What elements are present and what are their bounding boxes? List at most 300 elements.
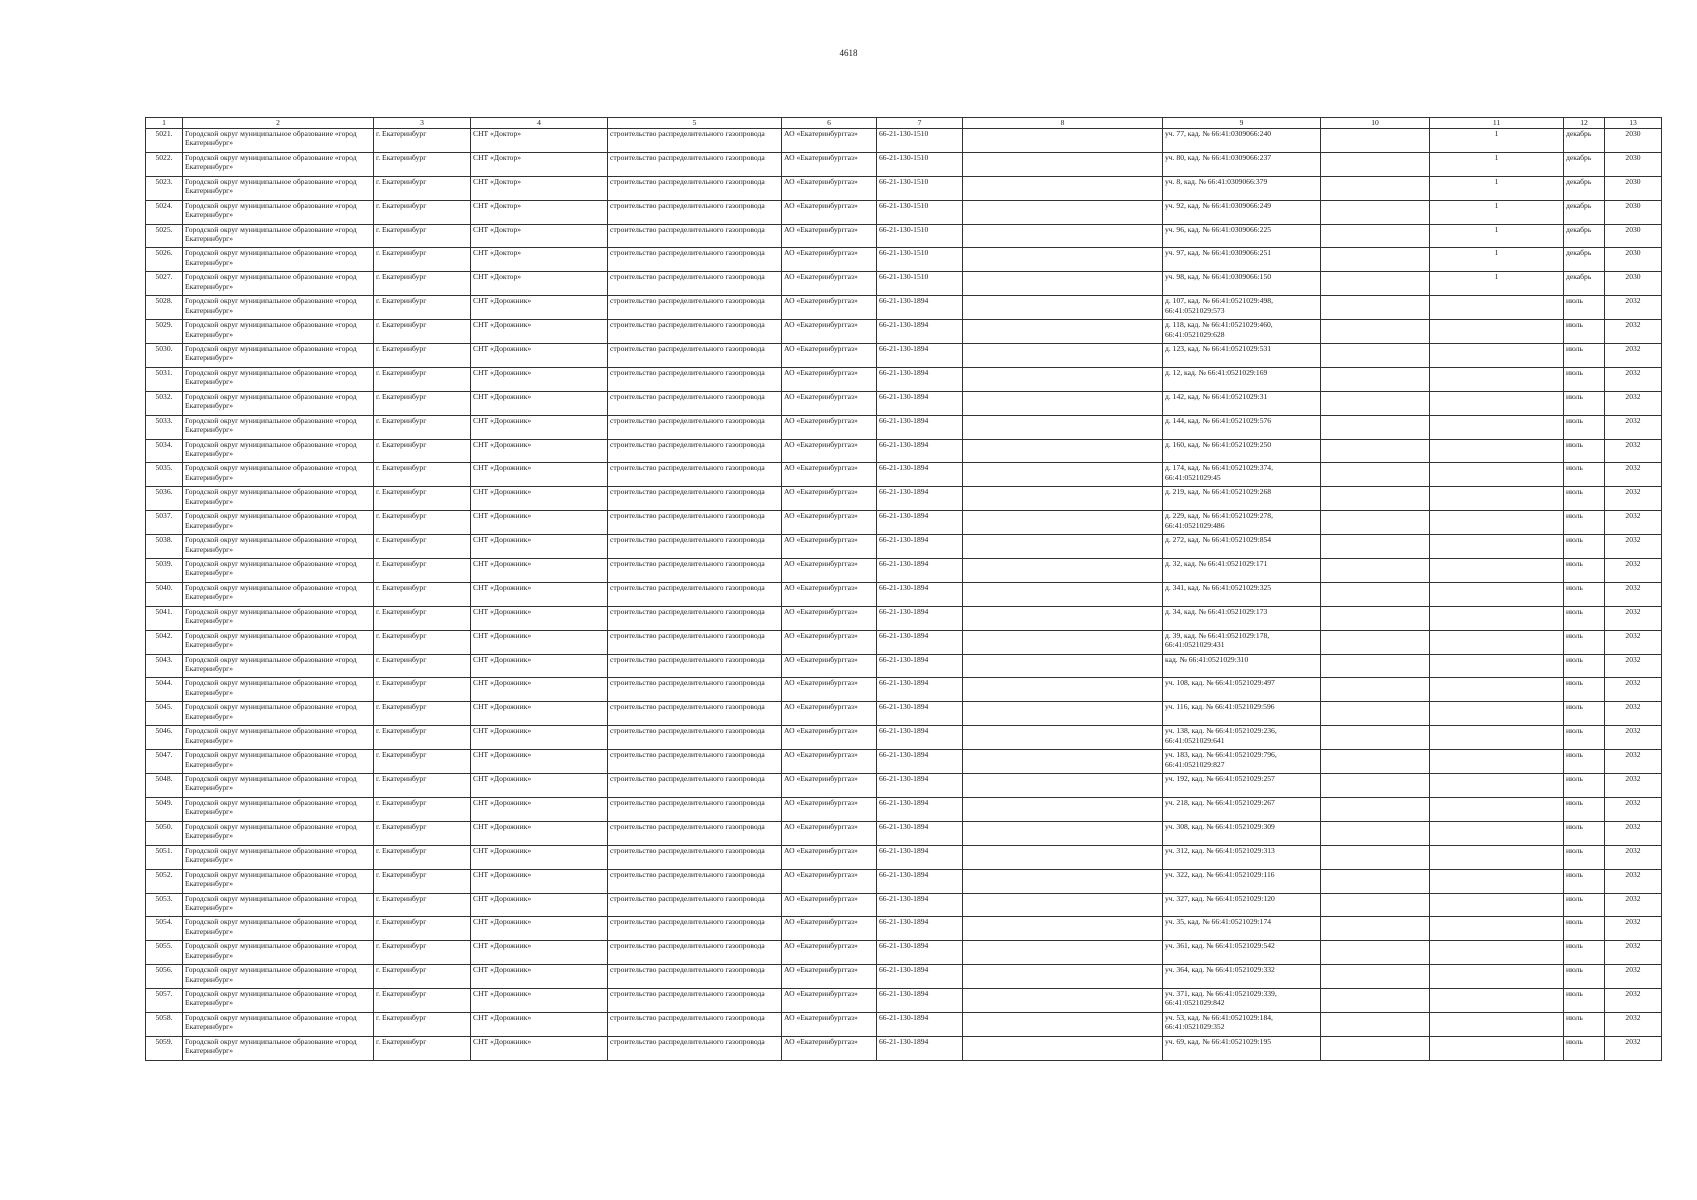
col10-cell [1321, 582, 1430, 606]
month-cell: декабрь [1564, 152, 1605, 176]
organization-cell: АО «Екатеринбурггаз» [782, 702, 877, 726]
organization-cell: АО «Екатеринбурггаз» [782, 582, 877, 606]
col8-cell [963, 344, 1163, 368]
parcel-cell: уч. 192, кад. № 66:41:0521029:257 [1163, 774, 1321, 798]
quantity-cell [1430, 296, 1564, 320]
parcel-cell: уч. 69, кад. № 66:41:0521029:195 [1163, 1036, 1321, 1060]
table-row [146, 1012, 1662, 1036]
owner-cell: Городской округ муниципальное образование «город Екатеринбург» [183, 1036, 374, 1060]
month-cell: июль [1564, 869, 1605, 893]
work-type-cell: строительство распределительного газопровода [608, 344, 782, 368]
year-cell: 2032 [1605, 917, 1662, 941]
work-type-cell: строительство распределительного газопровода [608, 152, 782, 176]
parcel-cell: д. 118, кад. № 66:41:0521029:460, 66:41:0521029:628 [1163, 320, 1321, 344]
month-cell: июль [1564, 391, 1605, 415]
organization-cell: АО «Екатеринбурггаз» [782, 224, 877, 248]
code-cell: 66-21-130-1510 [877, 152, 963, 176]
quantity-cell: 1 [1430, 272, 1564, 296]
col10-cell [1321, 320, 1430, 344]
row-number: 5037. [146, 511, 183, 535]
table-row [146, 200, 1662, 224]
parcel-cell: уч. 312, кад. № 66:41:0521029:313 [1163, 845, 1321, 869]
snt-cell: СНТ «Дорожник» [471, 630, 608, 654]
owner-cell: Городской округ муниципальное образование «город Екатеринбург» [183, 869, 374, 893]
quantity-cell: 1 [1430, 129, 1564, 153]
row-number: 5030. [146, 344, 183, 368]
work-type-cell: строительство распределительного газопровода [608, 750, 782, 774]
parcel-cell: уч. 364, кад. № 66:41:0521029:332 [1163, 965, 1321, 989]
parcel-cell: д. 160, кад. № 66:41:0521029:250 [1163, 439, 1321, 463]
city-cell: г. Екатеринбург [374, 797, 471, 821]
table-row [146, 606, 1662, 630]
year-cell: 2032 [1605, 845, 1662, 869]
year-cell: 2032 [1605, 965, 1662, 989]
header-row [146, 118, 1662, 129]
column-header: 4 [471, 118, 608, 129]
work-type-cell: строительство распределительного газопровода [608, 559, 782, 583]
owner-cell: Городской округ муниципальное образование «город Екатеринбург» [183, 272, 374, 296]
column-header: 2 [183, 118, 374, 129]
city-cell: г. Екатеринбург [374, 750, 471, 774]
snt-cell: СНТ «Дорожник» [471, 606, 608, 630]
organization-cell: АО «Екатеринбурггаз» [782, 391, 877, 415]
snt-cell: СНТ «Дорожник» [471, 415, 608, 439]
organization-cell: АО «Екатеринбурггаз» [782, 272, 877, 296]
code-cell: 66-21-130-1894 [877, 606, 963, 630]
quantity-cell [1430, 1012, 1564, 1036]
year-cell: 2032 [1605, 774, 1662, 798]
col10-cell [1321, 176, 1430, 200]
organization-cell: АО «Екатеринбурггаз» [782, 869, 877, 893]
organization-cell: АО «Екатеринбурггаз» [782, 821, 877, 845]
row-number: 5045. [146, 702, 183, 726]
table-row [146, 1036, 1662, 1060]
parcel-cell: д. 219, кад. № 66:41:0521029:268 [1163, 487, 1321, 511]
quantity-cell [1430, 917, 1564, 941]
parcel-cell: уч. 308, кад. № 66:41:0521029:309 [1163, 821, 1321, 845]
quantity-cell [1430, 344, 1564, 368]
code-cell: 66-21-130-1894 [877, 917, 963, 941]
row-number: 5041. [146, 606, 183, 630]
col8-cell [963, 965, 1163, 989]
month-cell: июль [1564, 893, 1605, 917]
month-cell: июль [1564, 320, 1605, 344]
code-cell: 66-21-130-1894 [877, 869, 963, 893]
column-header: 3 [374, 118, 471, 129]
year-cell: 2030 [1605, 248, 1662, 272]
year-cell: 2030 [1605, 272, 1662, 296]
year-cell: 2032 [1605, 750, 1662, 774]
row-number: 5035. [146, 463, 183, 487]
col10-cell [1321, 367, 1430, 391]
work-type-cell: строительство распределительного газопровода [608, 582, 782, 606]
work-type-cell: строительство распределительного газопровода [608, 845, 782, 869]
row-number: 5042. [146, 630, 183, 654]
parcel-cell: д. 272, кад. № 66:41:0521029:854 [1163, 535, 1321, 559]
snt-cell: СНТ «Дорожник» [471, 797, 608, 821]
quantity-cell [1430, 511, 1564, 535]
city-cell: г. Екатеринбург [374, 1012, 471, 1036]
organization-cell: АО «Екатеринбурггаз» [782, 559, 877, 583]
city-cell: г. Екатеринбург [374, 989, 471, 1013]
quantity-cell [1430, 750, 1564, 774]
month-cell: июль [1564, 511, 1605, 535]
table-row [146, 487, 1662, 511]
parcel-cell: уч. 116, кад. № 66:41:0521029:596 [1163, 702, 1321, 726]
owner-cell: Городской округ муниципальное образование «город Екатеринбург» [183, 391, 374, 415]
month-cell: июль [1564, 774, 1605, 798]
work-type-cell: строительство распределительного газопровода [608, 797, 782, 821]
quantity-cell [1430, 774, 1564, 798]
column-header: 9 [1163, 118, 1321, 129]
owner-cell: Городской округ муниципальное образование «город Екатеринбург» [183, 989, 374, 1013]
organization-cell: АО «Екатеринбурггаз» [782, 129, 877, 153]
organization-cell: АО «Екатеринбурггаз» [782, 200, 877, 224]
table-row [146, 893, 1662, 917]
work-type-cell: строительство распределительного газопровода [608, 367, 782, 391]
parcel-cell: д. 107, кад. № 66:41:0521029:498, 66:41:0521029:573 [1163, 296, 1321, 320]
col8-cell [963, 296, 1163, 320]
col8-cell [963, 750, 1163, 774]
code-cell: 66-21-130-1894 [877, 391, 963, 415]
work-type-cell: строительство распределительного газопровода [608, 224, 782, 248]
quantity-cell [1430, 678, 1564, 702]
month-cell: декабрь [1564, 200, 1605, 224]
code-cell: 66-21-130-1894 [877, 630, 963, 654]
work-type-cell: строительство распределительного газопровода [608, 200, 782, 224]
work-type-cell: строительство распределительного газопровода [608, 129, 782, 153]
column-header: 10 [1321, 118, 1430, 129]
organization-cell: АО «Екатеринбурггаз» [782, 726, 877, 750]
year-cell: 2030 [1605, 176, 1662, 200]
table-row [146, 439, 1662, 463]
year-cell: 2032 [1605, 320, 1662, 344]
owner-cell: Городской округ муниципальное образование «город Екатеринбург» [183, 224, 374, 248]
city-cell: г. Екатеринбург [374, 582, 471, 606]
work-type-cell: строительство распределительного газопровода [608, 702, 782, 726]
organization-cell: АО «Екатеринбурггаз» [782, 606, 877, 630]
city-cell: г. Екатеринбург [374, 630, 471, 654]
col10-cell [1321, 463, 1430, 487]
city-cell: г. Екатеринбург [374, 511, 471, 535]
organization-cell: АО «Екатеринбурггаз» [782, 296, 877, 320]
year-cell: 2030 [1605, 152, 1662, 176]
snt-cell: СНТ «Дорожник» [471, 344, 608, 368]
parcel-cell: уч. 53, кад. № 66:41:0521029:184, 66:41:0521029:352 [1163, 1012, 1321, 1036]
quantity-cell [1430, 582, 1564, 606]
snt-cell: СНТ «Дорожник» [471, 1036, 608, 1060]
code-cell: 66-21-130-1894 [877, 463, 963, 487]
quantity-cell [1430, 654, 1564, 678]
owner-cell: Городской округ муниципальное образование «город Екатеринбург» [183, 487, 374, 511]
owner-cell: Городской округ муниципальное образование «город Екатеринбург» [183, 1012, 374, 1036]
row-number: 5038. [146, 535, 183, 559]
table-row [146, 750, 1662, 774]
col10-cell [1321, 821, 1430, 845]
col8-cell [963, 487, 1163, 511]
col8-cell [963, 248, 1163, 272]
col8-cell [963, 463, 1163, 487]
city-cell: г. Екатеринбург [374, 1036, 471, 1060]
table-body [146, 129, 1662, 1061]
year-cell: 2030 [1605, 224, 1662, 248]
year-cell: 2032 [1605, 869, 1662, 893]
owner-cell: Городской округ муниципальное образование «город Екатеринбург» [183, 535, 374, 559]
work-type-cell: строительство распределительного газопровода [608, 1036, 782, 1060]
city-cell: г. Екатеринбург [374, 965, 471, 989]
city-cell: г. Екатеринбург [374, 415, 471, 439]
quantity-cell [1430, 869, 1564, 893]
code-cell: 66-21-130-1894 [877, 821, 963, 845]
organization-cell: АО «Екатеринбурггаз» [782, 344, 877, 368]
code-cell: 66-21-130-1894 [877, 367, 963, 391]
row-number: 5057. [146, 989, 183, 1013]
work-type-cell: строительство распределительного газопровода [608, 606, 782, 630]
code-cell: 66-21-130-1894 [877, 296, 963, 320]
owner-cell: Городской округ муниципальное образование «город Екатеринбург» [183, 152, 374, 176]
snt-cell: СНТ «Дорожник» [471, 463, 608, 487]
code-cell: 66-21-130-1894 [877, 1012, 963, 1036]
table-row [146, 917, 1662, 941]
code-cell: 66-21-130-1894 [877, 582, 963, 606]
organization-cell: АО «Екатеринбурггаз» [782, 845, 877, 869]
parcel-cell: уч. 322, кад. № 66:41:0521029:116 [1163, 869, 1321, 893]
quantity-cell [1430, 989, 1564, 1013]
parcel-cell: уч. 361, кад. № 66:41:0521029:542 [1163, 941, 1321, 965]
row-number: 5021. [146, 129, 183, 153]
owner-cell: Городской округ муниципальное образование «город Екатеринбург» [183, 415, 374, 439]
snt-cell: СНТ «Дорожник» [471, 750, 608, 774]
organization-cell: АО «Екатеринбурггаз» [782, 511, 877, 535]
snt-cell: СНТ «Дорожник» [471, 845, 608, 869]
parcel-cell: уч. 371, кад. № 66:41:0521029:339, 66:41:0521029:842 [1163, 989, 1321, 1013]
owner-cell: Городской округ муниципальное образование «город Екатеринбург» [183, 774, 374, 798]
quantity-cell: 1 [1430, 248, 1564, 272]
table-row [146, 774, 1662, 798]
owner-cell: Городской округ муниципальное образование «город Екатеринбург» [183, 893, 374, 917]
work-type-cell: строительство распределительного газопровода [608, 391, 782, 415]
col8-cell [963, 654, 1163, 678]
parcel-cell: уч. 97, кад. № 66:41:0309066:251 [1163, 248, 1321, 272]
col8-cell [963, 320, 1163, 344]
quantity-cell [1430, 630, 1564, 654]
organization-cell: АО «Екатеринбурггаз» [782, 415, 877, 439]
quantity-cell [1430, 893, 1564, 917]
quantity-cell [1430, 415, 1564, 439]
year-cell: 2032 [1605, 630, 1662, 654]
work-type-cell: строительство распределительного газопровода [608, 989, 782, 1013]
col10-cell [1321, 630, 1430, 654]
owner-cell: Городской округ муниципальное образование «город Екатеринбург» [183, 965, 374, 989]
col8-cell [963, 797, 1163, 821]
quantity-cell [1430, 463, 1564, 487]
table-row [146, 630, 1662, 654]
col10-cell [1321, 224, 1430, 248]
col8-cell [963, 1012, 1163, 1036]
owner-cell: Городской округ муниципальное образование «город Екатеринбург» [183, 129, 374, 153]
quantity-cell [1430, 439, 1564, 463]
col10-cell [1321, 726, 1430, 750]
snt-cell: СНТ «Дорожник» [471, 965, 608, 989]
column-header: 6 [782, 118, 877, 129]
snt-cell: СНТ «Дорожник» [471, 869, 608, 893]
month-cell: июль [1564, 367, 1605, 391]
organization-cell: АО «Екатеринбурггаз» [782, 1036, 877, 1060]
snt-cell: СНТ «Доктор» [471, 176, 608, 200]
row-number: 5046. [146, 726, 183, 750]
work-type-cell: строительство распределительного газопровода [608, 320, 782, 344]
parcel-cell: кад. № 66:41:0521029:310 [1163, 654, 1321, 678]
quantity-cell [1430, 702, 1564, 726]
col10-cell [1321, 511, 1430, 535]
month-cell: июль [1564, 917, 1605, 941]
col8-cell [963, 1036, 1163, 1060]
row-number: 5024. [146, 200, 183, 224]
col10-cell [1321, 774, 1430, 798]
col8-cell [963, 367, 1163, 391]
city-cell: г. Екатеринбург [374, 821, 471, 845]
owner-cell: Городской округ муниципальное образование «город Екатеринбург» [183, 511, 374, 535]
col8-cell [963, 821, 1163, 845]
year-cell: 2032 [1605, 1036, 1662, 1060]
quantity-cell: 1 [1430, 200, 1564, 224]
month-cell: июль [1564, 965, 1605, 989]
month-cell: июль [1564, 750, 1605, 774]
code-cell: 66-21-130-1894 [877, 415, 963, 439]
work-type-cell: строительство распределительного газопровода [608, 821, 782, 845]
organization-cell: АО «Екатеринбурггаз» [782, 487, 877, 511]
parcel-cell: д. 32, кад. № 66:41:0521029:171 [1163, 559, 1321, 583]
snt-cell: СНТ «Дорожник» [471, 941, 608, 965]
year-cell: 2032 [1605, 678, 1662, 702]
year-cell: 2032 [1605, 797, 1662, 821]
parcel-cell: уч. 8, кад. № 66:41:0309066:379 [1163, 176, 1321, 200]
city-cell: г. Екатеринбург [374, 463, 471, 487]
col8-cell [963, 439, 1163, 463]
work-type-cell: строительство распределительного газопровода [608, 893, 782, 917]
col10-cell [1321, 1036, 1430, 1060]
snt-cell: СНТ «Дорожник» [471, 320, 608, 344]
owner-cell: Городской округ муниципальное образование «город Екатеринбург» [183, 821, 374, 845]
row-number: 5029. [146, 320, 183, 344]
snt-cell: СНТ «Дорожник» [471, 439, 608, 463]
row-number: 5027. [146, 272, 183, 296]
year-cell: 2032 [1605, 941, 1662, 965]
year-cell: 2032 [1605, 511, 1662, 535]
column-header: 8 [963, 118, 1163, 129]
parcel-cell: д. 12, кад. № 66:41:0521029:169 [1163, 367, 1321, 391]
year-cell: 2032 [1605, 439, 1662, 463]
organization-cell: АО «Екатеринбурггаз» [782, 893, 877, 917]
table-row [146, 582, 1662, 606]
month-cell: июль [1564, 821, 1605, 845]
table-row [146, 559, 1662, 583]
row-number: 5039. [146, 559, 183, 583]
code-cell: 66-21-130-1894 [877, 654, 963, 678]
month-cell: июль [1564, 606, 1605, 630]
owner-cell: Городской округ муниципальное образование «город Екатеринбург» [183, 367, 374, 391]
col8-cell [963, 511, 1163, 535]
table-row [146, 391, 1662, 415]
table-row [146, 678, 1662, 702]
month-cell: июль [1564, 296, 1605, 320]
col8-cell [963, 606, 1163, 630]
col10-cell [1321, 1012, 1430, 1036]
col10-cell [1321, 797, 1430, 821]
snt-cell: СНТ «Дорожник» [471, 487, 608, 511]
col10-cell [1321, 917, 1430, 941]
snt-cell: СНТ «Дорожник» [471, 989, 608, 1013]
col8-cell [963, 941, 1163, 965]
column-header: 11 [1430, 118, 1564, 129]
owner-cell: Городской округ муниципальное образование «город Екатеринбург» [183, 463, 374, 487]
col8-cell [963, 224, 1163, 248]
quantity-cell [1430, 1036, 1564, 1060]
month-cell: декабрь [1564, 248, 1605, 272]
owner-cell: Городской округ муниципальное образование «город Екатеринбург» [183, 797, 374, 821]
year-cell: 2032 [1605, 296, 1662, 320]
code-cell: 66-21-130-1510 [877, 200, 963, 224]
row-number: 5043. [146, 654, 183, 678]
year-cell: 2032 [1605, 344, 1662, 368]
work-type-cell: строительство распределительного газопровода [608, 415, 782, 439]
organization-cell: АО «Екатеринбурггаз» [782, 1012, 877, 1036]
organization-cell: АО «Екатеринбурггаз» [782, 797, 877, 821]
table-row [146, 224, 1662, 248]
year-cell: 2032 [1605, 606, 1662, 630]
row-number: 5036. [146, 487, 183, 511]
city-cell: г. Екатеринбург [374, 726, 471, 750]
col10-cell [1321, 965, 1430, 989]
parcel-cell: д. 174, кад. № 66:41:0521029:374, 66:41:0521029:45 [1163, 463, 1321, 487]
table-row [146, 129, 1662, 153]
parcel-cell: уч. 108, кад. № 66:41:0521029:497 [1163, 678, 1321, 702]
owner-cell: Городской округ муниципальное образование «город Екатеринбург» [183, 941, 374, 965]
quantity-cell [1430, 965, 1564, 989]
month-cell: июль [1564, 559, 1605, 583]
row-number: 5026. [146, 248, 183, 272]
snt-cell: СНТ «Дорожник» [471, 559, 608, 583]
code-cell: 66-21-130-1510 [877, 176, 963, 200]
row-number: 5055. [146, 941, 183, 965]
col8-cell [963, 989, 1163, 1013]
table-row [146, 535, 1662, 559]
city-cell: г. Екатеринбург [374, 654, 471, 678]
row-number: 5049. [146, 797, 183, 821]
code-cell: 66-21-130-1894 [877, 726, 963, 750]
owner-cell: Городской округ муниципальное образование «город Екатеринбург» [183, 559, 374, 583]
quantity-cell: 1 [1430, 152, 1564, 176]
parcel-cell: уч. 80, кад. № 66:41:0309066:237 [1163, 152, 1321, 176]
snt-cell: СНТ «Дорожник» [471, 917, 608, 941]
work-type-cell: строительство распределительного газопровода [608, 1012, 782, 1036]
quantity-cell [1430, 320, 1564, 344]
year-cell: 2032 [1605, 1012, 1662, 1036]
code-cell: 66-21-130-1894 [877, 439, 963, 463]
quantity-cell [1430, 391, 1564, 415]
row-number: 5023. [146, 176, 183, 200]
col8-cell [963, 726, 1163, 750]
row-number: 5051. [146, 845, 183, 869]
snt-cell: СНТ «Дорожник» [471, 774, 608, 798]
code-cell: 66-21-130-1894 [877, 320, 963, 344]
organization-cell: АО «Екатеринбурггаз» [782, 917, 877, 941]
work-type-cell: строительство распределительного газопровода [608, 272, 782, 296]
code-cell: 66-21-130-1510 [877, 248, 963, 272]
code-cell: 66-21-130-1510 [877, 224, 963, 248]
work-type-cell: строительство распределительного газопровода [608, 965, 782, 989]
year-cell: 2030 [1605, 200, 1662, 224]
